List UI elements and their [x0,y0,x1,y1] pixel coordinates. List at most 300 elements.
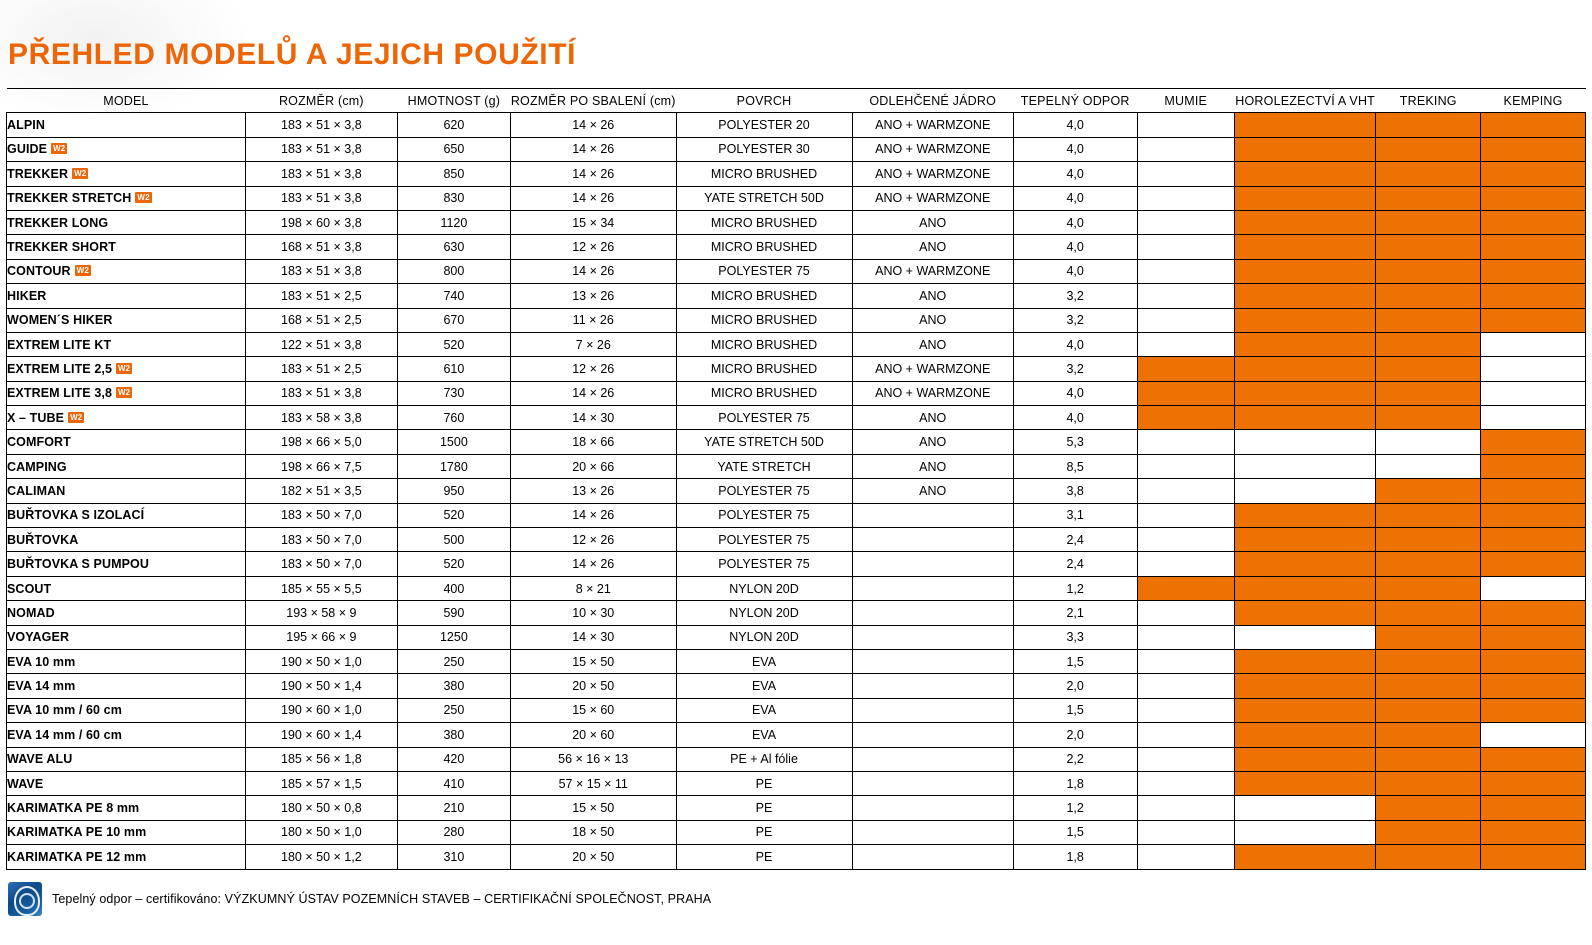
cell-packed-size [510,137,676,161]
cell-use-camping [1481,210,1586,234]
cell-use-camping [1481,137,1586,161]
cell-model [7,284,246,308]
table-row [7,845,1586,869]
model-name: X – TUBE [7,410,65,425]
cell-thermal-resistance [1013,552,1137,576]
cell-model [7,381,246,405]
table-header-row [7,89,1586,113]
cell-use-climbing [1234,332,1375,356]
cell-weight [397,406,510,430]
cell-use-mumie [1137,308,1234,332]
cell-use-mumie [1137,771,1234,795]
cell-use-mumie [1137,503,1234,527]
cell-weight [397,576,510,600]
column-header-core: ODLEHČENÉ JÁDRO [852,89,1013,113]
cell-core [852,528,1013,552]
cell-surface [676,406,852,430]
cell-surface-value: EVA [751,679,777,694]
cell-use-climbing [1234,454,1375,478]
cell-size-value: 183 × 51 × 3,8 [281,264,362,279]
cell-surface-value: POLYESTER 30 [718,142,810,157]
cell-use-trekking [1376,845,1481,869]
cell-size-value: 185 × 57 × 1,5 [281,776,362,791]
cell-use-climbing [1234,601,1375,625]
cell-weight [397,332,510,356]
cell-weight [397,235,510,259]
column-header-climbing: HOROLEZECTVÍ A VHT [1234,89,1375,113]
cell-surface [676,649,852,673]
cell-core [852,284,1013,308]
cell-use-trekking [1376,747,1481,771]
cell-thermal-resistance-value: 3,3 [1066,630,1084,645]
cell-surface [676,162,852,186]
cell-thermal-resistance [1013,845,1137,869]
table-row [7,259,1586,283]
cell-packed-size-value: 20 × 50 [572,679,615,694]
cell-use-camping [1481,698,1586,722]
cell-use-climbing [1234,235,1375,259]
cell-size [245,503,397,527]
table-row [7,406,1586,430]
cell-core [852,259,1013,283]
cell-packed-size-value: 20 × 50 [572,849,615,864]
cell-size-value: 180 × 50 × 1,0 [281,825,362,840]
cell-weight-value: 730 [443,386,465,401]
cell-weight [397,308,510,332]
cell-thermal-resistance [1013,576,1137,600]
cell-surface [676,284,852,308]
cell-weight [397,479,510,503]
cell-core [852,674,1013,698]
cell-packed-size [510,357,676,381]
cell-packed-size-value: 15 × 50 [572,801,615,816]
cell-packed-size-value: 8 × 21 [575,581,611,596]
cell-use-mumie [1137,820,1234,844]
cell-size [245,162,397,186]
cell-use-camping [1481,820,1586,844]
cell-thermal-resistance-value: 2,0 [1066,679,1084,694]
cell-use-camping [1481,259,1586,283]
cell-core-value: ANO [919,215,947,230]
cell-packed-size-value: 12 × 26 [572,532,615,547]
cell-packed-size [510,649,676,673]
cell-size-value: 122 × 51 × 3,8 [281,337,362,352]
cell-thermal-resistance-value: 1,5 [1066,703,1084,718]
model-name: TREKKER SHORT [7,240,116,255]
cell-core [852,137,1013,161]
table-row [7,528,1586,552]
cell-surface-value: MICRO BRUSHED [710,215,818,230]
cell-model [7,576,246,600]
cell-thermal-resistance-value: 1,5 [1066,654,1084,669]
cell-weight-value: 280 [443,825,465,840]
cell-use-trekking [1376,552,1481,576]
cell-use-trekking [1376,210,1481,234]
cell-use-mumie [1137,235,1234,259]
cell-size-value: 183 × 50 × 7,0 [281,532,362,547]
model-name: EXTREM LITE 3,8 [7,386,112,401]
cell-surface [676,674,852,698]
cell-packed-size-value: 7 × 26 [575,337,611,352]
cell-model [7,332,246,356]
cell-packed-size [510,235,676,259]
table-row [7,576,1586,600]
cell-core [852,430,1013,454]
cell-size [245,479,397,503]
cell-use-trekking [1376,625,1481,649]
warmzone-badge: W2 [118,388,131,398]
cell-packed-size-value: 18 × 50 [572,825,615,840]
cell-surface [676,235,852,259]
warmzone-badge: W2 [118,363,131,373]
cell-weight-value: 760 [443,410,465,425]
cell-use-mumie [1137,454,1234,478]
warmzone-badge: W2 [53,144,66,154]
cell-thermal-resistance-value: 3,2 [1066,288,1084,303]
cell-size [245,674,397,698]
cell-packed-size [510,698,676,722]
cell-use-climbing [1234,137,1375,161]
cell-core-value: ANO [919,337,947,352]
cell-weight [397,430,510,454]
cell-thermal-resistance-value: 4,0 [1066,264,1084,279]
cell-packed-size [510,674,676,698]
model-name: WOMEN´S HIKER [7,313,113,328]
model-name: EVA 10 mm [7,654,76,669]
cell-thermal-resistance [1013,698,1137,722]
cell-use-mumie [1137,381,1234,405]
cell-core [852,796,1013,820]
table-row [7,771,1586,795]
cell-model [7,259,246,283]
cell-use-mumie [1137,137,1234,161]
cell-weight [397,210,510,234]
cell-packed-size-value: 15 × 50 [572,654,615,669]
cell-use-mumie [1137,113,1234,137]
cell-use-trekking [1376,308,1481,332]
cell-use-camping [1481,381,1586,405]
cell-use-mumie [1137,186,1234,210]
cell-weight [397,284,510,308]
cell-core-value: ANO [919,240,947,255]
cell-weight-value: 800 [443,264,465,279]
cell-surface-value: MICRO BRUSHED [710,240,818,255]
model-name: CAMPING [7,459,67,474]
cell-packed-size [510,771,676,795]
table-row [7,552,1586,576]
cell-use-trekking [1376,649,1481,673]
cell-thermal-resistance [1013,454,1137,478]
cell-surface [676,820,852,844]
cell-size-value: 183 × 51 × 3,8 [281,118,362,133]
cell-surface-value: POLYESTER 75 [718,532,810,547]
model-name: WAVE [7,776,44,791]
cell-weight-value: 620 [443,118,465,133]
cell-use-camping [1481,162,1586,186]
cell-use-trekking [1376,674,1481,698]
table-body [7,113,1586,869]
table-row [7,210,1586,234]
cell-use-camping [1481,796,1586,820]
cell-use-climbing [1234,357,1375,381]
cell-size-value: 185 × 55 × 5,5 [281,581,362,596]
cell-packed-size [510,820,676,844]
model-overview-table [6,88,1586,870]
cell-use-camping [1481,649,1586,673]
cell-thermal-resistance [1013,357,1137,381]
cell-core [852,210,1013,234]
cell-thermal-resistance [1013,771,1137,795]
cell-surface-value: MICRO BRUSHED [710,361,818,376]
cell-packed-size [510,601,676,625]
cell-surface [676,771,852,795]
cell-thermal-resistance-value: 4,0 [1066,118,1084,133]
cell-size-value: 180 × 50 × 0,8 [281,801,362,816]
table-row [7,113,1586,137]
model-name: HIKER [7,288,47,303]
warmzone-badge: W2 [74,168,87,178]
cell-weight-value: 630 [443,240,465,255]
cell-use-climbing [1234,698,1375,722]
cell-use-climbing [1234,162,1375,186]
cell-size [245,796,397,820]
cell-thermal-resistance-value: 1,2 [1066,581,1084,596]
cell-use-camping [1481,771,1586,795]
cell-surface-value: NYLON 20D [729,630,799,645]
cell-thermal-resistance-value: 1,8 [1066,776,1084,791]
cell-thermal-resistance-value: 2,1 [1066,605,1084,620]
cell-use-camping [1481,674,1586,698]
cell-size-value: 195 × 66 × 9 [286,630,357,645]
cell-weight [397,625,510,649]
cell-surface-value: MICRO BRUSHED [710,386,818,401]
cell-surface-value: POLYESTER 75 [718,557,810,572]
cell-packed-size [510,113,676,137]
cell-use-camping [1481,479,1586,503]
cell-use-climbing [1234,186,1375,210]
cell-thermal-resistance [1013,430,1137,454]
cell-use-mumie [1137,259,1234,283]
cell-surface [676,845,852,869]
cell-weight-value: 850 [443,166,465,181]
cell-weight [397,601,510,625]
cell-weight [397,137,510,161]
cell-thermal-resistance [1013,479,1137,503]
column-header-size: ROZMĚR (cm) [245,89,397,113]
cell-core [852,503,1013,527]
cell-size-value: 183 × 50 × 7,0 [281,508,362,523]
cell-use-mumie [1137,552,1234,576]
table-row [7,698,1586,722]
cell-surface [676,210,852,234]
cell-weight-value: 520 [443,508,465,523]
cell-use-camping [1481,332,1586,356]
cell-weight [397,357,510,381]
cell-thermal-resistance [1013,723,1137,747]
cell-packed-size-value: 14 × 26 [572,142,615,157]
cell-thermal-resistance [1013,113,1137,137]
table-row [7,186,1586,210]
cell-surface-value: MICRO BRUSHED [710,337,818,352]
cell-use-mumie [1137,357,1234,381]
cell-size [245,576,397,600]
cell-use-climbing [1234,796,1375,820]
cell-core-value: ANO [919,435,947,450]
cell-model [7,552,246,576]
cell-weight [397,113,510,137]
cell-thermal-resistance [1013,406,1137,430]
cell-use-climbing [1234,528,1375,552]
cell-surface-value: POLYESTER 75 [718,483,810,498]
model-name: GUIDE [7,142,48,157]
cell-surface-value: NYLON 20D [729,605,799,620]
cell-core [852,771,1013,795]
cell-weight-value: 410 [443,776,465,791]
cell-use-trekking [1376,723,1481,747]
cell-surface [676,503,852,527]
cell-model [7,235,246,259]
cell-weight-value: 400 [443,581,465,596]
model-name: SCOUT [7,581,52,596]
table-row [7,381,1586,405]
cell-packed-size [510,430,676,454]
column-header-thermal-resistance: TEPELNÝ ODPOR [1013,89,1137,113]
cell-thermal-resistance-value: 4,0 [1066,166,1084,181]
cell-use-climbing [1234,625,1375,649]
model-name: TREKKER LONG [7,215,109,230]
cell-size [245,113,397,137]
cell-use-climbing [1234,723,1375,747]
cell-core [852,820,1013,844]
cell-size [245,357,397,381]
cell-size [245,601,397,625]
cell-core [852,698,1013,722]
cell-use-trekking [1376,235,1481,259]
cell-use-climbing [1234,576,1375,600]
cell-packed-size-value: 11 × 26 [572,313,614,328]
cell-use-camping [1481,845,1586,869]
cell-thermal-resistance-value: 4,0 [1066,240,1084,255]
cell-use-trekking [1376,454,1481,478]
cell-surface-value: MICRO BRUSHED [710,166,818,181]
cell-core-value: ANO + WARMZONE [875,142,991,157]
cell-use-mumie [1137,576,1234,600]
cell-thermal-resistance [1013,381,1137,405]
cell-model [7,771,246,795]
cell-core [852,601,1013,625]
cell-size-value: 198 × 66 × 5,0 [281,435,362,450]
cell-core-value: ANO + WARMZONE [875,361,991,376]
cell-size-value: 190 × 50 × 1,0 [281,654,362,669]
cell-packed-size [510,503,676,527]
cell-size [245,430,397,454]
cell-model [7,674,246,698]
cell-use-camping [1481,601,1586,625]
cell-surface-value: EVA [751,654,777,669]
cell-surface [676,479,852,503]
column-header-weight: HMOTNOST (g) [397,89,510,113]
model-name: TREKKER STRETCH [7,191,132,206]
cell-use-mumie [1137,625,1234,649]
cell-model [7,723,246,747]
cell-size-value: 193 × 58 × 9 [286,605,357,620]
cell-surface-value: EVA [751,703,777,718]
cell-core-value: ANO [919,483,947,498]
cell-use-camping [1481,357,1586,381]
model-name: TREKKER [7,166,69,181]
cell-weight [397,698,510,722]
cell-use-camping [1481,113,1586,137]
cell-weight [397,552,510,576]
cell-use-climbing [1234,113,1375,137]
cell-use-climbing [1234,771,1375,795]
cell-surface-value: YATE STRETCH [717,459,811,474]
cell-use-climbing [1234,308,1375,332]
cell-size-value: 168 × 51 × 2,5 [281,313,362,328]
table-row [7,430,1586,454]
cell-use-climbing [1234,210,1375,234]
cell-weight [397,528,510,552]
cell-thermal-resistance-value: 3,2 [1066,361,1084,376]
cell-thermal-resistance [1013,308,1137,332]
cell-use-trekking [1376,479,1481,503]
cell-packed-size-value: 15 × 60 [572,703,615,718]
model-name: KARIMATKA PE 12 mm [7,849,147,864]
cell-use-trekking [1376,357,1481,381]
table-row [7,137,1586,161]
cell-use-climbing [1234,259,1375,283]
cell-use-trekking [1376,186,1481,210]
cell-model [7,747,246,771]
warmzone-badge: W2 [137,193,150,203]
cell-model [7,162,246,186]
table-row [7,503,1586,527]
cell-size [245,186,397,210]
model-name: KARIMATKA PE 10 mm [7,825,147,840]
cell-packed-size-value: 12 × 26 [572,240,615,255]
cell-weight [397,796,510,820]
cell-surface-value: MICRO BRUSHED [710,313,818,328]
cell-use-climbing [1234,552,1375,576]
cell-surface-value: YATE STRETCH 50D [704,435,824,450]
cell-use-camping [1481,552,1586,576]
cell-size [245,698,397,722]
cell-weight-value: 610 [443,361,465,376]
cell-weight [397,649,510,673]
cell-use-climbing [1234,430,1375,454]
cell-core [852,723,1013,747]
cell-packed-size-value: 18 × 66 [572,435,615,450]
footer-note: Tepelný odpor – certifikováno: VÝZKUMNÝ ÚSTAV POZEMNÍCH STAVEB – CERTIFIKAČNÍ SPOLEČNOST, PRAHA [52,891,712,906]
cell-core-value: ANO + WARMZONE [875,166,991,181]
cell-weight [397,259,510,283]
cell-size-value: 185 × 56 × 1,8 [281,752,362,767]
cell-model [7,845,246,869]
cell-use-trekking [1376,503,1481,527]
cell-surface [676,601,852,625]
cell-packed-size-value: 14 × 30 [572,410,615,425]
cell-model [7,528,246,552]
cell-use-mumie [1137,601,1234,625]
cell-use-camping [1481,747,1586,771]
cell-model [7,406,246,430]
cell-packed-size [510,381,676,405]
cell-core-value: ANO + WARMZONE [875,386,991,401]
cell-model [7,210,246,234]
cell-packed-size [510,845,676,869]
cell-size-value: 190 × 60 × 1,0 [281,703,362,718]
cell-packed-size [510,454,676,478]
